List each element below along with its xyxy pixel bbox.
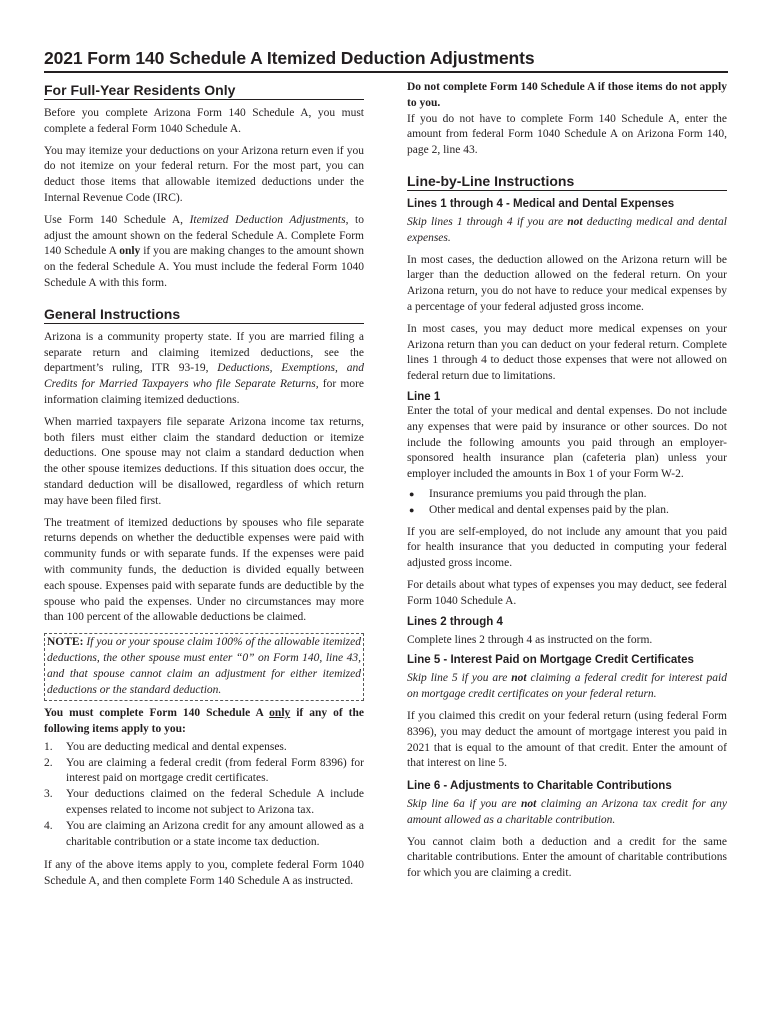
paragraph-may-itemize: You may itemize your deductions on your Arizona return even if you do not itemize on your federal return. For the most part, you can deduct those items that allowable itemized deductions under the Internal Revenue Code (IRC). (44, 144, 364, 204)
paragraph-use-schedule-a: Use Form 140 Schedule A, Itemized Deduction Adjustments, to adjust the amount shown on the federal Schedule A. Complete Form 140 Schedule A only if you are making changes to the amount shown on the federal Schedule A. You must include the federal Form 1040 Schedule A with this form. (44, 213, 364, 289)
section-heading-line-by-line: Line-by-Line Instructions (407, 171, 727, 191)
skip-line-5: Skip line 5 if you are not claiming a federal credit for interest paid on mortgage credit certificates on your federal return. (407, 672, 727, 701)
warning-do-not-complete: Do not complete Form 140 Schedule A if those items do not apply to you. (407, 81, 727, 109)
list-item: 2. You are claiming a federal credit (from federal Form 8396) for interest paid on mortgage credit certificates. (44, 756, 364, 785)
list-item: 3. Your deductions claimed on the federal Schedule A include expenses related to income not subject to Arizona tax. (44, 788, 364, 817)
paragraph-lines-2-4: Complete lines 2 through 4 as instructed on the form. (407, 633, 653, 646)
note-box (44, 633, 364, 701)
paragraph-must-complete: You must complete Form 140 Schedule A only if any of the following items apply to you: (44, 707, 364, 736)
paragraph-community-property: Arizona is a community property state. If you are married filing a separate return and claiming itemized deductions, see the department’s ruling, ITR 93-19, Deductions, Exemptions, and Credits for Married Taxpayers who file Separate Returns, for more information claiming itemized deductions. (44, 330, 364, 406)
paragraph-deduct-more: In most cases, you may deduct more medical expenses on your Arizona return than you can deduct on your federal return. Complete lines 1 through 4 to deduct those expenses that were not allowed on federal return due to limitations. (407, 322, 727, 383)
bullet-list (407, 487, 727, 519)
paragraph-details-expenses: For details about what types of expenses you may deduct, see federal Form 1040 Schedule A. (407, 578, 727, 607)
left-column (44, 80, 364, 890)
list-item: ● Insurance premiums you paid through the plan. (409, 487, 647, 500)
paragraph-married-taxpayers: When married taxpayers file separate Arizona income tax returns, both filers must either claim the standard deduction or itemize deductions. One spouse may not claim a standard deduction when the other spouse itemizes deductions. If this situation does occur, the standard deduction will be disallowed, regardless of which return may have been filed first. (44, 415, 364, 507)
section-heading-full-year-residents: For Full-Year Residents Only (44, 80, 364, 100)
list-item: ● Other medical and dental expenses paid by the plan. (409, 503, 669, 516)
list-item: 1. You are deducting medical and dental expenses. (44, 740, 287, 753)
subheading-line-5: Line 5 - Interest Paid on Mortgage Credit Certificates (407, 654, 694, 667)
paragraph-before-complete: Before you complete Arizona Form 140 Schedule A, you must complete a federal Form 1040 Schedule A. (44, 107, 364, 135)
right-column (407, 80, 727, 882)
section-heading-general-instructions: General Instructions (44, 304, 364, 324)
note-text: NOTE: If you or your spouse claim 100% of the allowable itemized deductions, the other spouse must enter “0” on Form 140, line 43, and that spouse cannot claim an adjustment for either itemized deductions or the standard deduction. (47, 636, 361, 696)
page-title: 2021 Form 140 Schedule A Itemized Deduction Adjustments (44, 48, 535, 68)
list-item: 4. You are claiming an Arizona credit for any amount allowed as a charitable contribution or a state income tax deduction. (44, 819, 364, 848)
conditions-list (44, 740, 364, 851)
paragraph-line-6: You cannot claim both a deduction and a credit for the same charitable contributions. Enter the amount of charitable contributions for which you are claiming a credit. (407, 835, 727, 880)
title-rule (44, 71, 728, 73)
paragraph-self-employed: If you are self-employed, do not include any amount that you paid for health insurance that you deducted in computing your federal adjusted gross income. (407, 525, 727, 570)
subheading-lines-1-4: Lines 1 through 4 - Medical and Dental Expenses (407, 197, 675, 210)
paragraph-larger-deduction: In most cases, the deduction allowed on the Arizona return will be larger than the deduction allowed on the federal return. On your Arizona return, you do not have to reduce your medical expenses by a percentage of your federal adjusted gross income. (407, 253, 727, 313)
paragraph-treatment-of-deductions: The treatment of itemized deductions by spouses who file separate returns depends on whether the deductible expenses were paid with community funds or with separate funds. If the expenses were paid with community funds, the deduction is divided equally between each spouse. Expenses paid with separate funds are deductible by the spouse who paid the expenses. Under no circumstances may more than 100 percent of the allowable deductions be claimed. (44, 516, 364, 624)
paragraph-line-1: Enter the total of your medical and dental expenses. Do not include any expenses that were paid by insurance or other sources. Do not include the following amounts you paid through an employer-sponsored health insurance plan (cafeteria plan) unless your employer included the amounts in Box 1 of your Form W-2. (407, 404, 727, 481)
skip-lines-1-4: Skip lines 1 through 4 if you are not deducting medical and dental expenses. (407, 215, 727, 244)
paragraph-line-5: If you claimed this credit on your federal return (using federal Form 8396), you may deduct the amount of mortgage interest you paid in 2021 that is equal to the amount of that credit. Enter the amount of that interest on line 5. (407, 709, 727, 770)
paragraph-if-any-apply: If any of the above items apply to you, complete federal Form 1040 Schedule A, and then complete Form 140 Schedule A as instructed. (44, 859, 364, 888)
subheading-line-1: Line 1 (407, 390, 441, 403)
subheading-line-6: Line 6 - Adjustments to Charitable Contributions (407, 780, 672, 793)
paragraph-if-not-complete: If you do not have to complete Form 140 Schedule A, enter the amount from federal Form 1040 Schedule A on Arizona Form 140, page 2, line 43. (407, 112, 727, 157)
subheading-lines-2-4: Lines 2 through 4 (407, 615, 503, 628)
skip-line-6: Skip line 6a if you are not claiming an Arizona tax credit for any amount allowed as a charitable contribution. (407, 798, 727, 826)
